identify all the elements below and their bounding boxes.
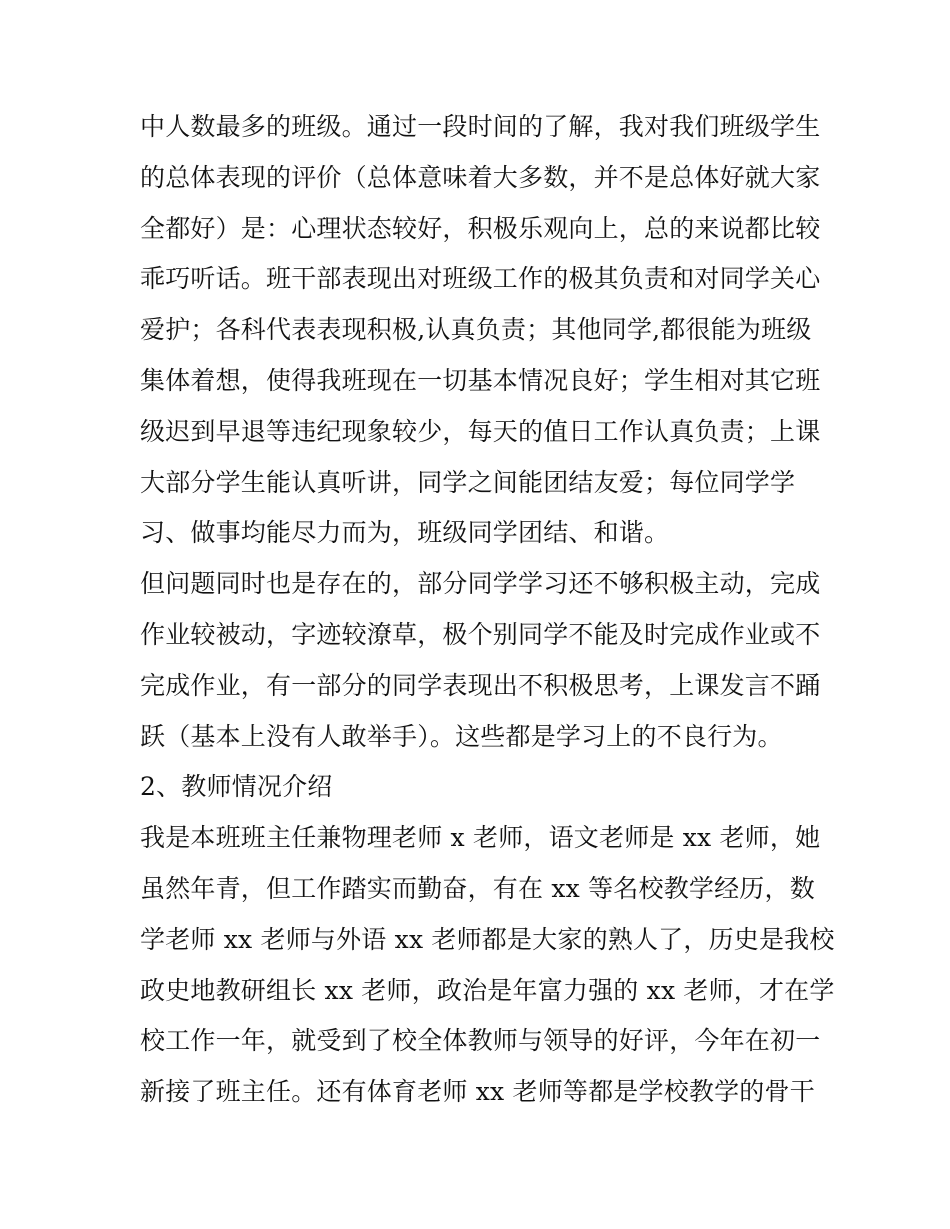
text-line: 政史地教研组长 xx 老师，政治是年富力强的 xx 老师，才在学	[140, 975, 835, 1005]
text-line: 跃（基本上没有人敢举手）。这些都是学习上的不良行为。	[140, 721, 783, 751]
text-line: 乖巧听话。班干部表现出对班级工作的极其负责和对同学关心	[140, 264, 821, 294]
document-body	[140, 102, 835, 1118]
text-line: 我是本班班主任兼物理老师 x 老师，语文老师是 xx 老师，她	[140, 823, 821, 853]
text-line: 中人数最多的班级。通过一段时间的了解，我对我们班级学生	[140, 112, 821, 141]
text-line: 级迟到早退等违纪现象较少，每天的值日工作认真负责；上课	[140, 416, 821, 446]
text-line: 习、做事均能尽力而为，班级同学团结、和谐。	[140, 518, 670, 548]
text-line: 学老师 xx 老师与外语 xx 老师都是大家的熟人了，历史是我校	[140, 924, 835, 954]
text-line: 作业较被动，字迹较潦草，极个别同学不能及时完成作业或不	[140, 619, 821, 649]
text-line: 集体着想，使得我班现在一切基本情况良好；学生相对其它班	[140, 365, 821, 395]
text-line: 但问题同时也是存在的，部分同学学习还不够积极主动，完成	[140, 569, 821, 599]
section-heading: 2、教师情况介绍	[140, 772, 333, 802]
text-line: 的总体表现的评价（总体意味着大多数，并不是总体好就大家	[140, 162, 821, 192]
text-line: 全都好）是：心理状态较好，积极乐观向上，总的来说都比较	[140, 213, 821, 243]
text-line: 大部分学生能认真听讲，同学之间能团结友爱；每位同学学	[140, 467, 796, 497]
text-line: 新接了班主任。还有体育老师 xx 老师等都是学校教学的骨干	[140, 1077, 815, 1107]
text-line: 虽然年青，但工作踏实而勤奋，有在 xx 等名校教学经历，数	[140, 873, 815, 903]
text-line: 校工作一年，就受到了校全体教师与领导的好评，今年在初一	[140, 1026, 821, 1056]
text-line: 完成作业，有一部分的同学表现出不积极思考，上课发言不踊	[140, 670, 821, 700]
text-line: 爱护；各科代表表现积极,认真负责；其他同学,都很能为班级	[140, 315, 812, 345]
